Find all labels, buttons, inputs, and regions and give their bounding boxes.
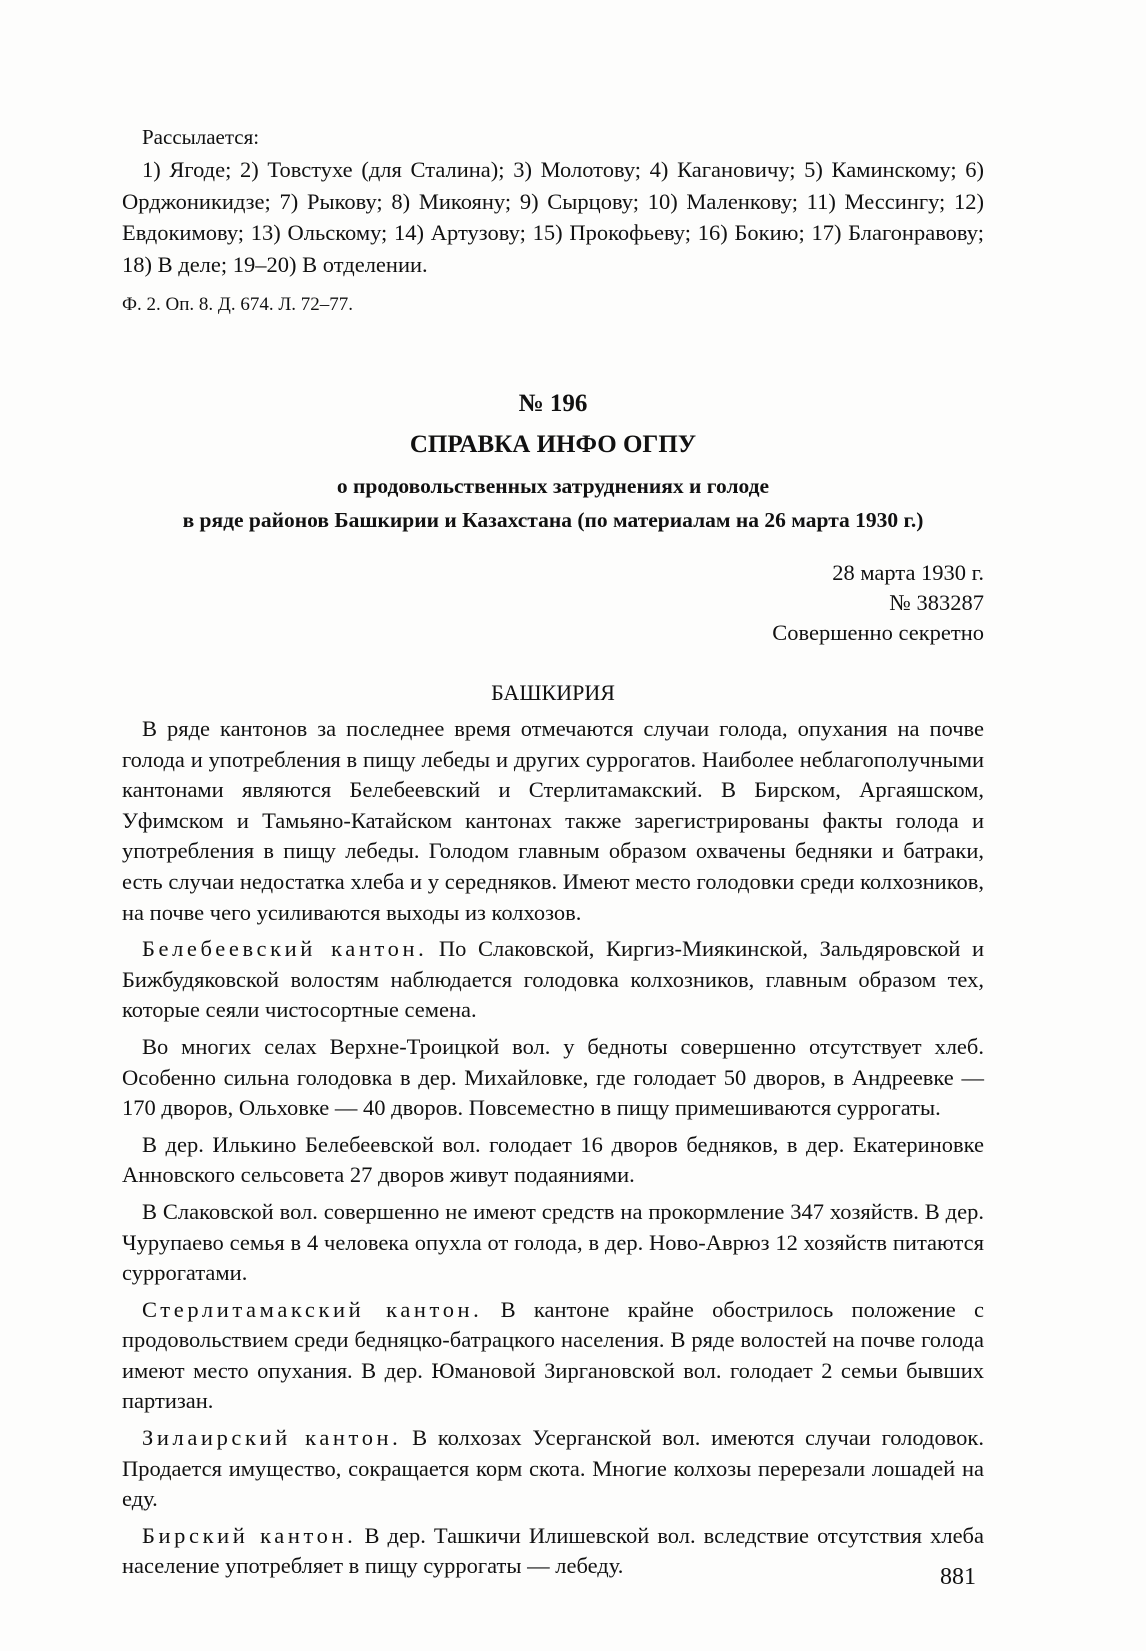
paragraph <box>122 934 984 1026</box>
paragraph <box>122 1521 984 1582</box>
document-number: № 196 <box>518 390 588 417</box>
document-subtitle <box>122 469 984 537</box>
paragraph <box>122 1032 984 1124</box>
paragraph <box>122 1423 984 1515</box>
distribution-list: 1) Ягоде; 2) Товстухе (для Сталина); 3) Молотову; 4) Кагановичу; 5) Каминскому; 6) Орджоникидзе; 7) Рыкову; 8) Микояну; 9) Сырцову; 10) Маленкову; 11) Мессингу; 12) Евдокимову; 13) Ольскому; 14) Артузову; 15) Прокофьеву; 16) Бокию; 17) Благонравову; 18) В деле; 19–20) В отделении. <box>122 157 984 277</box>
paragraph <box>122 714 984 928</box>
paragraph-lead: Бирский кантон. <box>142 1522 357 1548</box>
section-title: БАШКИРИЯ <box>491 680 615 705</box>
paragraph-text: По Слаковской, Киргиз-Миякинской, Зальдяровской и Бижбудяковской волостям наблюдается голодовка колхозников, главным образом тех, которые сеяли чистосортные семена. <box>122 936 984 1023</box>
paragraph-text: В ряде кантонов за последнее время отмечаются случаи голода, опухания на почве голода и употребления в пищу лебеды и других суррогатов. Наиболее неблагополучными кантонами являются Белебеевский и Стерлитамакский. В Бирском, Аргаяшском, Уфимском и Тамьяно-Катайском кантонах также зарегистрированы факты голода и употребления в пищу лебеды. Голодом главным образом охвачены бедняки и батраки, есть случаи недостатка хлеба и у середняков. Имеют место голодовки среди колхозников, на почве чего усиливаются выходы из колхозов. <box>122 716 984 925</box>
distribution-title: Рассылается: <box>142 125 260 149</box>
subtitle-line-1: о продовольственных затруднениях и голоде <box>336 474 770 498</box>
page-number: 881 <box>940 1564 976 1590</box>
registration-number: № 383287 <box>889 590 984 615</box>
paragraph-lead: Белебеевский кантон. <box>142 936 428 962</box>
paragraph-lead: Зилаирский кантон. <box>142 1425 402 1451</box>
paragraph-text: Во многих селах Верхне-Троицкой вол. у бедноты совершенно отсутствует хлеб. Особенно сильна голодовка в дер. Михайловке, где голодает 50 дворов, в Андреевке — 170 дворов, Ольховке — 40 дворов. Повсеместно в пищу примешиваются суррогаты. <box>122 1033 984 1121</box>
document-title: СПРАВКА ИНФО ОГПУ <box>409 431 697 458</box>
paragraph <box>122 1295 984 1417</box>
classification-stamp: Совершенно секретно <box>772 620 984 645</box>
paragraph-text: В кантоне крайне обострилось положение с продовольствием среди бедняцко-батрацкого населения. В ряде волостей на почве голода имеют место опухания. В дер. Юмановой Зиргановской вол. голодает 2 семьи бывших партизан. <box>122 1296 984 1414</box>
archive-reference: Ф. 2. Оп. 8. Д. 674. Л. 72–77. <box>122 294 353 315</box>
document-date: 28 марта 1930 г. <box>832 560 984 585</box>
paragraph-text: В дер. Ташкичи Илишевской вол. вследствие отсутствия хлеба население употребляет в пищу суррогаты — лебеду. <box>122 1522 984 1579</box>
subtitle-line-2: в ряде районов Башкирии и Казахстана (по материалам на 26 марта 1930 г.) <box>182 508 924 532</box>
paragraph-text: В Слаковской вол. совершенно не имеют средств на прокормление 347 хозяйств. В дер. Чурупаево семья в 4 человека опухла от голода, в дер. Ново-Аврюз 12 хозяйств питаются суррогатами. <box>122 1198 984 1286</box>
paragraph <box>122 1197 984 1289</box>
paragraph-text: В колхозах Усерганской вол. имеются случаи голодовок. Продается имущество, сокращается корм скота. Многие колхозы перерезали лошадей на еду. <box>122 1425 984 1512</box>
paragraph-text: В дер. Илькино Белебеевской вол. голодает 16 дворов бедняков, в дер. Екатериновке Анновского сельсовета 27 дворов живут подаяниями. <box>122 1131 984 1188</box>
body-text <box>122 714 984 1588</box>
paragraph-lead: Стерлитамакский кантон. <box>142 1296 483 1322</box>
paragraph <box>122 1130 984 1191</box>
